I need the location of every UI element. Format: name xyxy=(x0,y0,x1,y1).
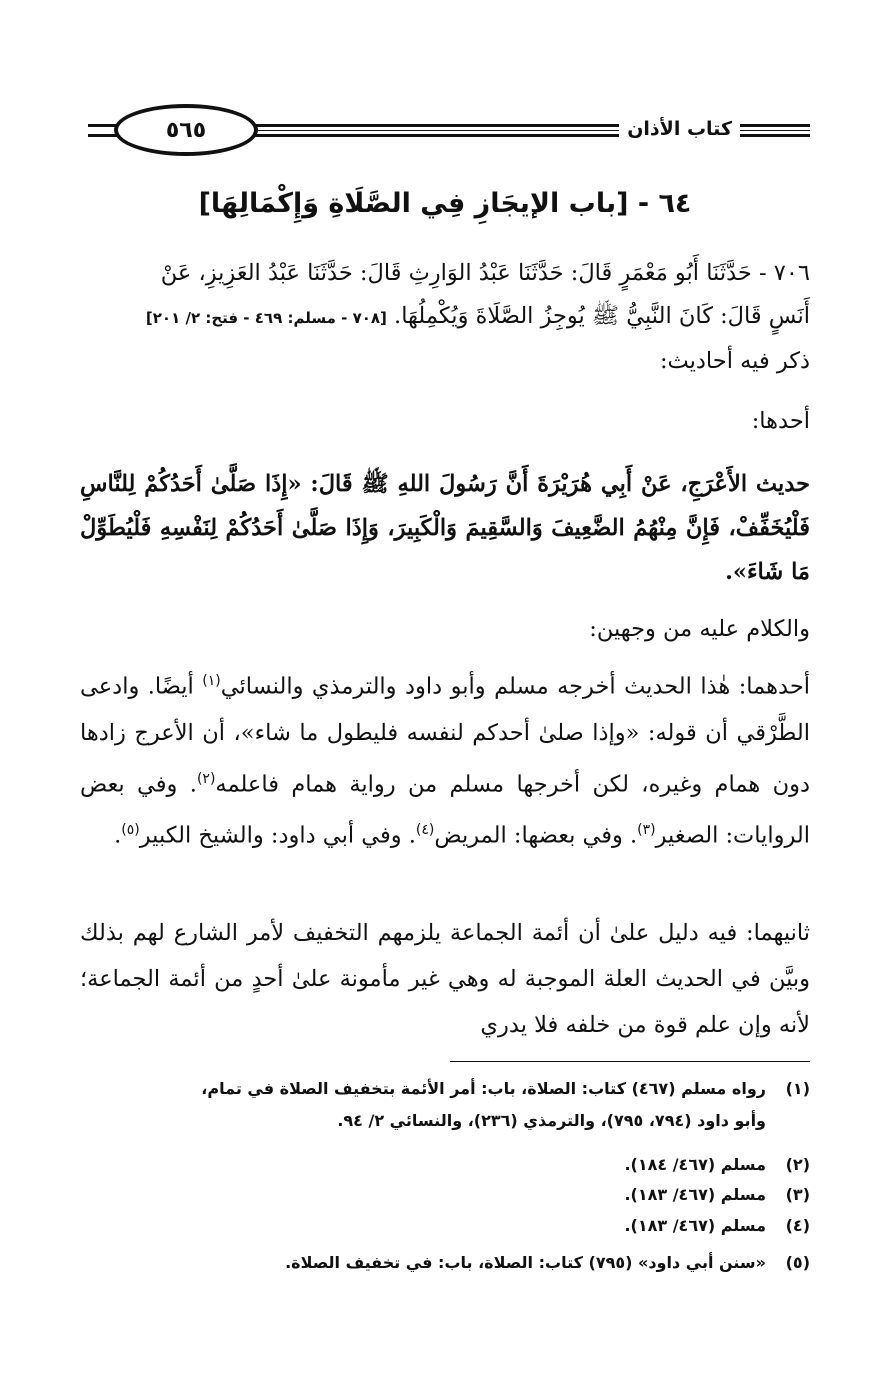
footnote-marker-2: (٢) xyxy=(196,770,216,787)
footnote-number: (٥) xyxy=(785,1253,810,1272)
first-aspect-text-b: أيضًا. وادعى الطَّرْقي أن قوله: «وإذا صلىٰ أحدكم لنفسه فليطول ما شاء»، أن الأعرج زادها دون همام وغيره، لكن أخرجها مسلم من رواية همام فاعلمه xyxy=(80,673,810,797)
first-aspect-paragraph xyxy=(80,658,810,859)
footnote-2 xyxy=(80,1150,810,1179)
hadith-706-line2 xyxy=(80,295,810,340)
footnote-number: (٢) xyxy=(785,1155,810,1174)
second-aspect-paragraph: ثانيهما: فيه دليل علىٰ أن أئمة الجماعة يلزمهم التخفيف لأمر الشارع لهم بذلك وبيَّن في الحديث العلة الموجبة له وهي غير مأمونة علىٰ أحدٍ من أئمة الجماعة؛ لأنه وإن علم قوة من خلفه فلا يدري xyxy=(80,920,810,1038)
first-aspect-text-f: . xyxy=(114,822,122,849)
footnote-4 xyxy=(80,1211,810,1240)
footnote-separator xyxy=(450,1061,810,1062)
hadith-main-text: حديث الأَعْرَجِ، عَنْ أَبِي هُرَيْرَةَ أَنَّ رَسُولَ اللهِ ﷺ قَالَ: «إِذَا صَلَّىٰ أَحَدُكُمْ لِلنَّاسِ فَلْيُخَفِّفْ، فَإِنَّ مِنْهُمُ الضَّعِيفَ وَالسَّقِيمَ وَالْكَبِيرَ، وَإِذَا صَلَّىٰ أَحَدُكُمْ لِنَفْسِهِ فَلْيُطَوِّلْ مَا شَاءَ». xyxy=(80,471,810,585)
footnote-marker-5: (٥) xyxy=(121,822,140,838)
discussion-intro: والكلام عليه من وجهين: xyxy=(589,616,810,642)
first-label: أحدها: xyxy=(751,408,810,434)
footnote-text: رواه مسلم (٤٦٧) كتاب: الصلاة، باب: أمر الأئمة بتخفيف الصلاة في تمام، xyxy=(201,1079,766,1098)
footnote-text: مسلم (٤٦٧/ ١٨٤). xyxy=(624,1155,766,1174)
footnote-5 xyxy=(80,1248,810,1277)
footnote-3 xyxy=(80,1180,810,1209)
footnote-number: (٤) xyxy=(785,1216,810,1235)
footnote-number: (٣) xyxy=(785,1185,810,1204)
running-title: كتاب الأذان xyxy=(619,118,740,140)
footnote-marker-4: (٤) xyxy=(415,822,435,838)
footnote-number: (١) xyxy=(785,1079,810,1098)
hadith-706-line1: ٧٠٦ - حَدَّثَنَا أَبُو مَعْمَرٍ قَالَ: حَدَّثَنَا عَبْدُ الوَارِثِ قَالَ: حَدَّثَنَا عَبْدُ العَزِيزِ، عَنْ xyxy=(160,260,810,286)
intro-line: ذكر فيه أحاديث: xyxy=(659,348,810,374)
hadith-706-reference: [٧٠٨ - مسلم: ٤٦٩ - فتح: ٢/ ٢٠١] xyxy=(145,309,387,327)
hadith-706-text: أَنَسٍ قَالَ: كَانَ النَّبِيُّ ﷺ يُوجِزُ الصَّلَاةَ وَيُكْمِلُهَا. xyxy=(394,303,810,329)
first-aspect-text-d: . وفي بعضها: المريض xyxy=(434,822,638,849)
running-header xyxy=(88,100,810,164)
page-number: ٥٦٥ xyxy=(114,104,258,156)
footnote-text: «سنن أبي داود» (٧٩٥) كتاب: الصلاة، باب: في تخفيف الصلاة. xyxy=(285,1253,766,1272)
footnote-1 xyxy=(80,1074,810,1103)
first-aspect-text-c: . وفي بعض الروايات: الصغير xyxy=(80,771,810,849)
footnote-1-continuation: وأبو داود (٧٩٤، ٧٩٥)، والترمذي (٢٣٦)، والنسائي ٢/ ٩٤. xyxy=(337,1111,766,1130)
footnote-marker-1: (١) xyxy=(202,673,221,689)
footnote-marker-3: (٣) xyxy=(637,822,656,838)
footnote-text: مسلم (٤٦٧/ ١٨٣). xyxy=(624,1216,766,1235)
footnote-text: مسلم (٤٦٧/ ١٨٣). xyxy=(624,1185,766,1204)
first-aspect-text-e: . وفي أبي داود: والشيخ الكبير xyxy=(139,822,416,849)
first-aspect-text-a: أحدهما: هٰذا الحديث أخرجه مسلم وأبو داود والترمذي والنسائي xyxy=(220,673,810,700)
chapter-title: ٦٤ - [باب الإيجَازِ فِي الصَّلَاةِ وَإِكْمَالِهَا] xyxy=(198,188,692,219)
